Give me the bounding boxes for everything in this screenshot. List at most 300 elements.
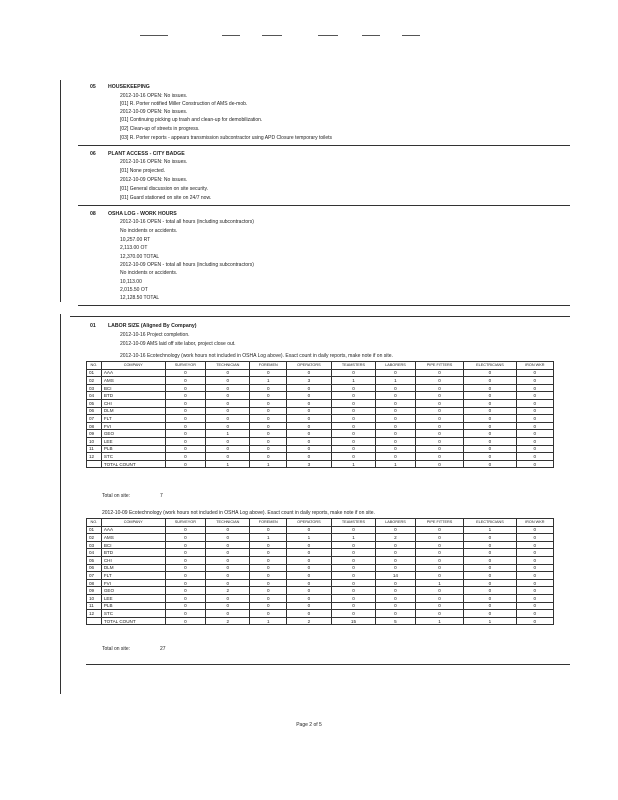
table-cell: 04	[87, 392, 102, 400]
table-cell: TOTAL COUNT	[101, 617, 165, 625]
table-cell: 0	[415, 460, 464, 468]
table-cell: 0	[250, 422, 287, 430]
table-cell: 0	[331, 369, 375, 377]
table-cell: 0	[464, 572, 516, 580]
table-cell: AAA	[101, 526, 165, 534]
table-cell: 1	[250, 617, 287, 625]
table-cell: 0	[206, 564, 250, 572]
column-header: LABORERS	[376, 362, 416, 370]
table-row	[87, 541, 554, 549]
table-cell: 0	[516, 384, 553, 392]
table-row	[87, 453, 554, 461]
table-cell: 0	[415, 399, 464, 407]
table-cell: 0	[206, 369, 250, 377]
table-cell: 0	[376, 430, 416, 438]
table-cell: 0	[206, 579, 250, 587]
table-cell: 0	[516, 407, 553, 415]
table-cell: 0	[165, 594, 206, 602]
table-cell: 0	[464, 594, 516, 602]
section-line: [02] Clean-up of streets in progress.	[120, 126, 200, 132]
table-cell: 05	[87, 556, 102, 564]
table-cell: 0	[206, 526, 250, 534]
table-row	[87, 407, 554, 415]
table-cell: 0	[206, 594, 250, 602]
table-cell: 01	[87, 526, 102, 534]
table-cell: 0	[516, 437, 553, 445]
table-cell: 1	[376, 377, 416, 385]
section-number: 05	[90, 84, 96, 90]
table-cell: 09	[87, 587, 102, 595]
section-divider	[78, 205, 570, 206]
section-line: 2012-10-09 OPEN: No issues.	[120, 109, 188, 115]
table-caption: 2012-10-09 Ecotechnology (work hours not included in OSHA Log above). Exact count in daily reports, make note if on site.	[102, 510, 375, 516]
table-cell: 0	[331, 549, 375, 557]
table-cell: 0	[516, 572, 553, 580]
table-cell: 0	[165, 369, 206, 377]
table-row	[87, 445, 554, 453]
table-cell: 1	[331, 460, 375, 468]
column-header: IRON WKR	[516, 519, 553, 527]
column-header: COMPANY	[101, 362, 165, 370]
table-cell: 1	[287, 534, 332, 542]
table-cell: 0	[287, 430, 332, 438]
table-cell: 0	[287, 392, 332, 400]
table-cell: 0	[165, 587, 206, 595]
table-cell: 0	[331, 430, 375, 438]
section-number: 06	[90, 151, 96, 157]
table-cell: 0	[516, 392, 553, 400]
table-cell: 2	[206, 587, 250, 595]
table-cell: STC	[101, 610, 165, 618]
table-row	[87, 377, 554, 385]
table-cell: 11	[87, 602, 102, 610]
table-cell: 0	[376, 564, 416, 572]
table-cell: 08	[87, 579, 102, 587]
table-cell: 0	[516, 549, 553, 557]
table-cell: 0	[331, 445, 375, 453]
table-cell: 0	[250, 384, 287, 392]
table-cell: 0	[464, 430, 516, 438]
table-cell: FVI	[101, 422, 165, 430]
section-line: 10,113.00	[120, 279, 142, 285]
table-cell: 0	[206, 445, 250, 453]
table-cell: LEE	[101, 437, 165, 445]
table-cell: 1	[464, 526, 516, 534]
section-line: [01] Guard stationed on site on 24/7 now.	[120, 195, 212, 201]
table-cell: 0	[206, 556, 250, 564]
table-cell: 0	[376, 587, 416, 595]
table-cell: 0	[415, 564, 464, 572]
table-cell: 0	[165, 526, 206, 534]
table-cell: 0	[165, 534, 206, 542]
total-row	[87, 460, 554, 468]
table-cell: 0	[331, 610, 375, 618]
table-cell: 0	[516, 445, 553, 453]
table-cell: 0	[464, 556, 516, 564]
table-cell: 0	[250, 556, 287, 564]
table-cell: 2	[376, 534, 416, 542]
table-cell: 0	[206, 572, 250, 580]
table-cell: 0	[415, 572, 464, 580]
column-header: TECHNICIAN	[206, 519, 250, 527]
header-dash	[140, 35, 168, 36]
column-header: COMPANY	[101, 519, 165, 527]
table-cell: 0	[415, 453, 464, 461]
table-cell: 0	[331, 541, 375, 549]
table-cell: 1	[206, 460, 250, 468]
table-cell: 0	[206, 399, 250, 407]
labor-table	[86, 518, 554, 625]
left-margin-bar	[60, 314, 61, 694]
table-cell: 0	[415, 392, 464, 400]
table-cell: 0	[331, 422, 375, 430]
table-cell: 0	[250, 602, 287, 610]
table-cell: 0	[376, 407, 416, 415]
table-cell: 0	[250, 579, 287, 587]
table-row	[87, 534, 554, 542]
table-cell: 0	[415, 541, 464, 549]
total-row	[87, 617, 554, 625]
table-cell: 07	[87, 572, 102, 580]
table-cell: 03	[87, 384, 102, 392]
table-row	[87, 549, 554, 557]
table-cell: 0	[165, 564, 206, 572]
table-cell: 03	[87, 541, 102, 549]
table-cell: PLB	[101, 602, 165, 610]
table-cell: 06	[87, 407, 102, 415]
table-cell: AMS	[101, 377, 165, 385]
table-cell: 0	[206, 392, 250, 400]
section-line: No incidents or accidents.	[120, 270, 178, 276]
table-cell: 0	[250, 587, 287, 595]
table-cell: 0	[464, 437, 516, 445]
table-cell: 0	[464, 369, 516, 377]
section-divider	[78, 145, 570, 146]
column-header: TECHNICIAN	[206, 362, 250, 370]
table-cell: 0	[376, 549, 416, 557]
table-cell: 0	[331, 579, 375, 587]
table-cell: DLM	[101, 564, 165, 572]
table-cell: 0	[287, 369, 332, 377]
table-cell: 0	[206, 534, 250, 542]
table-cell: 0	[516, 556, 553, 564]
table-cell: 0	[165, 415, 206, 423]
table-cell: 0	[464, 564, 516, 572]
section-divider	[70, 316, 570, 317]
table-cell: 0	[516, 617, 553, 625]
table-cell: CHI	[101, 399, 165, 407]
table-cell: 0	[331, 587, 375, 595]
table-cell: 0	[165, 407, 206, 415]
table-cell: 3	[287, 460, 332, 468]
table-cell: 0	[250, 453, 287, 461]
table-cell: FVI	[101, 579, 165, 587]
table-cell: 1	[415, 579, 464, 587]
table-cell: 0	[287, 549, 332, 557]
section-line: [01] General discussion on site security.	[120, 186, 209, 192]
table-cell: 0	[331, 602, 375, 610]
section-line: 2,113.00 OT	[120, 245, 148, 251]
column-header: FOREMEN	[250, 362, 287, 370]
table-row	[87, 579, 554, 587]
table-cell: 0	[415, 437, 464, 445]
table-cell: 0	[250, 564, 287, 572]
table-cell: 5	[376, 617, 416, 625]
table-cell: 0	[331, 526, 375, 534]
table-cell: 0	[331, 594, 375, 602]
header-dash	[402, 35, 420, 36]
column-header: TEAMSTERS	[331, 519, 375, 527]
header-dash	[262, 35, 282, 36]
table-cell: 0	[165, 453, 206, 461]
total-on-site-label: Total on site:	[102, 493, 131, 499]
table-cell: 0	[415, 422, 464, 430]
table-row	[87, 526, 554, 534]
section-line: 2012-10-09 OPEN - total all hours (including subcontractors)	[120, 262, 254, 268]
section-line: [03] R. Porter reports - appears transmission subcontractor using APD Closure temporary toilets	[120, 135, 333, 141]
table-cell: 0	[415, 369, 464, 377]
table-cell: 1	[206, 430, 250, 438]
table-cell: 0	[165, 579, 206, 587]
table-cell: 0	[206, 610, 250, 618]
table-cell: 1	[250, 534, 287, 542]
table-cell: 0	[331, 415, 375, 423]
table-cell: 0	[287, 526, 332, 534]
table-cell: 0	[376, 556, 416, 564]
table-row	[87, 369, 554, 377]
table-cell: 0	[516, 564, 553, 572]
table-cell: 0	[165, 399, 206, 407]
table-cell: 05	[87, 399, 102, 407]
column-header: OPERATORS	[287, 519, 332, 527]
table-cell: 0	[165, 602, 206, 610]
header-dash	[362, 35, 380, 36]
table-cell: 0	[376, 594, 416, 602]
table-cell: GEO	[101, 587, 165, 595]
table-cell: 12	[87, 610, 102, 618]
table-row	[87, 594, 554, 602]
table-cell: GEO	[101, 430, 165, 438]
table-cell: 2	[206, 617, 250, 625]
table-cell: 1	[331, 377, 375, 385]
table-cell: 0	[376, 369, 416, 377]
table-cell: 0	[415, 587, 464, 595]
table-cell: 0	[206, 377, 250, 385]
table-cell: 01	[87, 369, 102, 377]
table-cell: 0	[287, 437, 332, 445]
section-line: [01] R. Porter notified Miller Construction of AMS de-mob.	[120, 101, 248, 107]
table-cell: 0	[165, 610, 206, 618]
header-dash	[222, 35, 240, 36]
table-row	[87, 422, 554, 430]
table-cell: 0	[250, 407, 287, 415]
table-cell: 0	[376, 392, 416, 400]
table-cell: 0	[287, 556, 332, 564]
table-cell: 0	[415, 594, 464, 602]
total-on-site-value: 7	[160, 493, 163, 499]
table-cell: 1	[250, 460, 287, 468]
table-cell: 0	[250, 445, 287, 453]
table-cell: 0	[376, 422, 416, 430]
table-cell: 0	[376, 445, 416, 453]
table-cell: BTD	[101, 549, 165, 557]
table-cell: 0	[415, 602, 464, 610]
table-cell: 0	[516, 399, 553, 407]
table-cell: 0	[206, 422, 250, 430]
table-row	[87, 392, 554, 400]
table-cell: 0	[250, 594, 287, 602]
table-cell: 0	[206, 453, 250, 461]
table-cell: LEE	[101, 594, 165, 602]
table-cell: 0	[165, 541, 206, 549]
table-cell: 0	[415, 445, 464, 453]
table-cell: BCI	[101, 384, 165, 392]
table-cell: 0	[516, 422, 553, 430]
table-cell: 0	[376, 384, 416, 392]
table-cell	[87, 617, 102, 625]
table-cell: 1	[250, 377, 287, 385]
header-dash	[318, 35, 338, 36]
table-cell: 0	[464, 377, 516, 385]
table-cell: 0	[287, 579, 332, 587]
table-cell: 0	[464, 407, 516, 415]
table-cell: 0	[250, 541, 287, 549]
table-cell: 0	[464, 541, 516, 549]
table-cell: CHI	[101, 556, 165, 564]
column-header: FOREMEN	[250, 519, 287, 527]
section-line: 2,015.50 OT	[120, 287, 148, 293]
table-header-row	[87, 519, 554, 527]
table-cell: 0	[331, 556, 375, 564]
table-cell: 0	[516, 460, 553, 468]
table-cell: BTD	[101, 392, 165, 400]
table-cell: 0	[165, 377, 206, 385]
table-cell: 0	[331, 399, 375, 407]
table-cell: 0	[331, 564, 375, 572]
table-cell: 0	[287, 587, 332, 595]
table-cell: 0	[516, 369, 553, 377]
table-cell: 11	[87, 445, 102, 453]
left-margin-bar	[60, 80, 61, 302]
table-cell: 08	[87, 422, 102, 430]
table-cell: 0	[250, 399, 287, 407]
section-title: PLANT ACCESS - CITY BADGE	[108, 151, 185, 157]
table-cell: 0	[206, 602, 250, 610]
section-line: No incidents or accidents.	[120, 228, 178, 234]
section-divider	[86, 664, 570, 665]
table-cell: 0	[464, 602, 516, 610]
table-cell: 0	[206, 384, 250, 392]
table-cell: 02	[87, 534, 102, 542]
section-line: 2012-10-16 Project completion.	[120, 332, 190, 338]
table-cell: 0	[516, 541, 553, 549]
table-cell: 0	[464, 415, 516, 423]
table-cell: 0	[376, 602, 416, 610]
table-cell: 10	[87, 594, 102, 602]
section-number: 01	[90, 323, 96, 329]
column-header: ELECTRICIANS	[464, 519, 516, 527]
table-cell: 1	[331, 534, 375, 542]
table-cell: 0	[464, 579, 516, 587]
table-cell: AAA	[101, 369, 165, 377]
table-cell: 0	[287, 564, 332, 572]
table-cell: 0	[331, 453, 375, 461]
column-header: SURVEYOR	[165, 362, 206, 370]
table-cell: 1	[464, 617, 516, 625]
table-cell: 10	[87, 437, 102, 445]
table-cell: 0	[250, 415, 287, 423]
section-line: 12,370.00 TOTAL	[120, 254, 160, 260]
table-cell: 0	[516, 377, 553, 385]
table-row	[87, 430, 554, 438]
table-cell: 0	[464, 399, 516, 407]
total-on-site-value: 27	[160, 646, 166, 652]
section-number: 08	[90, 211, 96, 217]
section-line: 2012-10-16 OPEN: No issues.	[120, 93, 188, 99]
table-row	[87, 556, 554, 564]
section-title: OSHA LOG - WORK HOURS	[108, 211, 177, 217]
table-cell: 0	[415, 526, 464, 534]
table-row	[87, 564, 554, 572]
table-cell: FLT	[101, 572, 165, 580]
table-cell: 0	[206, 541, 250, 549]
column-header: OPERATORS	[287, 362, 332, 370]
table-cell: 0	[165, 617, 206, 625]
table-cell: 0	[287, 445, 332, 453]
table-cell: 0	[165, 445, 206, 453]
table-cell: 0	[206, 437, 250, 445]
table-cell: 0	[165, 430, 206, 438]
table-cell: 0	[415, 610, 464, 618]
table-cell: 0	[250, 610, 287, 618]
table-row	[87, 587, 554, 595]
table-cell: 04	[87, 549, 102, 557]
table-cell: 0	[464, 460, 516, 468]
table-cell: 0	[516, 453, 553, 461]
table-cell: 0	[165, 460, 206, 468]
section-line: 12,128.50 TOTAL	[120, 295, 160, 301]
section-line: 10,257.00 RT	[120, 237, 151, 243]
table-cell: 0	[287, 602, 332, 610]
table-cell: 0	[516, 594, 553, 602]
table-cell: 0	[331, 384, 375, 392]
table-cell: 0	[287, 572, 332, 580]
table-cell: 0	[165, 437, 206, 445]
table-cell: 0	[415, 534, 464, 542]
table-cell: 0	[464, 610, 516, 618]
table-cell: 14	[376, 572, 416, 580]
table-cell: 0	[287, 415, 332, 423]
labor-table	[86, 361, 554, 468]
table-cell: 3	[287, 377, 332, 385]
table-cell: 07	[87, 415, 102, 423]
table-cell: 0	[415, 384, 464, 392]
column-header: NO.	[87, 362, 102, 370]
table-cell: 0	[516, 610, 553, 618]
table-row	[87, 610, 554, 618]
table-cell: 0	[250, 430, 287, 438]
section-line: 2012-10-09 AMS laid off site labor, project close out.	[120, 341, 236, 347]
table-cell: 0	[287, 399, 332, 407]
table-cell: 0	[376, 453, 416, 461]
table-row	[87, 437, 554, 445]
table-cell: 0	[331, 407, 375, 415]
column-header: IRON WKR	[516, 362, 553, 370]
table-cell: 0	[287, 541, 332, 549]
table-cell: 0	[287, 610, 332, 618]
page-number: Page 2 of 5	[296, 722, 322, 728]
table-cell: 0	[464, 384, 516, 392]
